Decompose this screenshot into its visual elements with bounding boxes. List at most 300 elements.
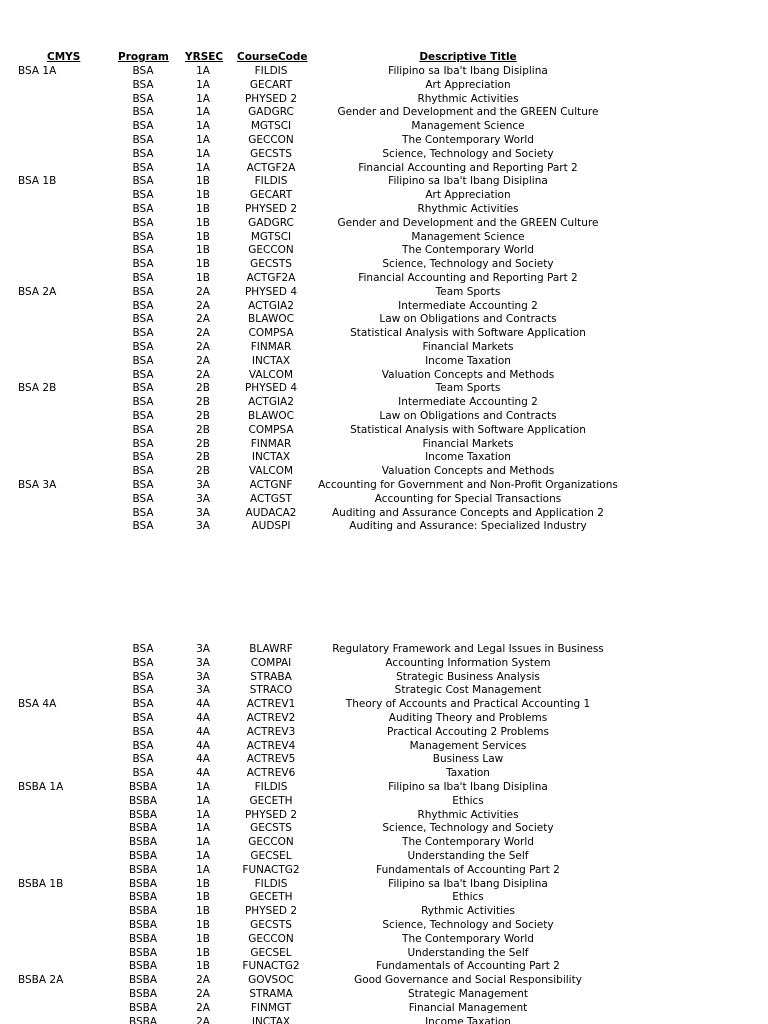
cell-descriptive-title: Filipino sa Iba't Ibang Disiplina (388, 877, 548, 890)
cell-yrsec: 1A (196, 92, 210, 105)
header-descriptive-title: Descriptive Title (419, 51, 517, 63)
cell-course-code: PHYSED 2 (244, 808, 298, 821)
table-row (0, 120, 768, 134)
cell-program: BSA (132, 78, 154, 91)
cell-descriptive-title: Auditing Theory and Problems (388, 711, 548, 724)
cell-program: BSBA (128, 960, 158, 973)
cell-yrsec: 2A (196, 299, 210, 312)
cell-course-code: ACTREV3 (246, 725, 296, 738)
cell-program: BSA (132, 753, 154, 766)
table-row (0, 740, 768, 754)
table-row (0, 106, 768, 120)
cell-descriptive-title: Understanding the Self (407, 946, 529, 959)
cell-yrsec: 2A (196, 368, 210, 381)
cell-yrsec: 1A (196, 120, 210, 133)
cell-descriptive-title: Team Sports (435, 285, 501, 298)
table-row (0, 203, 768, 217)
cell-descriptive-title: Theory of Accounts and Practical Accounting 1 (345, 698, 591, 711)
cell-course-code: GECSEL (250, 946, 292, 959)
cell-descriptive-title: Rythmic Activities (421, 905, 515, 918)
cell-yrsec: 1B (196, 175, 210, 188)
cell-yrsec: 4A (196, 711, 210, 724)
cell-course-code: GECART (249, 78, 293, 91)
cell-yrsec: 1B (196, 960, 210, 973)
cell-cmys: BSBA 1A (18, 780, 64, 793)
cell-yrsec: 3A (196, 670, 210, 683)
cell-descriptive-title: Auditing and Assurance Concepts and Application 2 (332, 506, 604, 519)
cell-course-code: GECETH (249, 794, 293, 807)
cell-course-code: FINMAR (250, 437, 292, 450)
cell-descriptive-title: Financial Markets (422, 437, 514, 450)
cell-yrsec: 1B (196, 216, 210, 229)
cell-yrsec: 2B (196, 423, 210, 436)
cell-yrsec: 2B (196, 465, 210, 478)
table-block-upper (0, 65, 768, 534)
table-row (0, 947, 768, 961)
table-row (0, 974, 768, 988)
cell-descriptive-title: Filipino sa Iba't Ibang Disiplina (388, 175, 548, 188)
cell-yrsec: 1A (196, 836, 210, 849)
cell-course-code: ACTREV4 (246, 739, 296, 752)
cell-course-code: AUDACA2 (245, 506, 297, 519)
cell-course-code: GECSTS (250, 147, 292, 160)
cell-program: BSBA (128, 863, 158, 876)
cell-descriptive-title: Valuation Concepts and Methods (381, 465, 555, 478)
cell-descriptive-title: Science, Technology and Society (382, 918, 554, 931)
cell-course-code: COMPAI (250, 656, 292, 669)
cell-program: BSBA (128, 849, 158, 862)
cell-course-code: GECCON (248, 932, 294, 945)
cell-program: BSA (132, 725, 154, 738)
header-yrsec: YRSEC (185, 51, 224, 63)
cell-course-code: COMPSA (248, 327, 294, 340)
cell-yrsec: 2A (196, 1001, 210, 1014)
cell-course-code: PHYSED 2 (244, 92, 298, 105)
cell-descriptive-title: Financial Accounting and Reporting Part 2 (358, 271, 578, 284)
cell-program: BSA (132, 767, 154, 780)
cell-program: BSA (132, 656, 154, 669)
cell-yrsec: 1A (196, 849, 210, 862)
cell-program: BSA (132, 465, 154, 478)
cell-descriptive-title: Art Appreciation (425, 189, 511, 202)
cell-course-code: GECETH (249, 891, 293, 904)
cell-descriptive-title: Statistical Analysis with Software Application (350, 423, 586, 436)
cell-yrsec: 3A (196, 684, 210, 697)
table-row (0, 507, 768, 521)
cell-course-code: INCTAX (251, 354, 291, 367)
cell-yrsec: 1B (196, 877, 210, 890)
cell-program: BSA (132, 133, 154, 146)
cell-program: BSA (132, 147, 154, 160)
cell-descriptive-title: Management Services (409, 739, 527, 752)
cell-yrsec: 3A (196, 520, 210, 533)
table-row (0, 891, 768, 905)
header-program: Program (118, 51, 169, 63)
cell-descriptive-title: Taxation (446, 767, 490, 780)
cell-yrsec: 2B (196, 437, 210, 450)
table-row (0, 355, 768, 369)
table-row (0, 933, 768, 947)
cell-program: BSA (132, 230, 154, 243)
cell-cmys: BSBA 1B (18, 877, 64, 890)
table-row (0, 684, 768, 698)
cell-yrsec: 2A (196, 354, 210, 367)
cell-program: BSA (132, 684, 154, 697)
table-row (0, 451, 768, 465)
table-row (0, 836, 768, 850)
cell-descriptive-title: Financial Markets (422, 340, 514, 353)
cell-course-code: ACTGF2A (246, 271, 296, 284)
cell-program: BSA (132, 492, 154, 505)
cell-program: BSA (132, 271, 154, 284)
cell-course-code: VALCOM (248, 368, 294, 381)
header-cmys: CMYS (47, 51, 81, 63)
table-row (0, 878, 768, 892)
cell-course-code: STRAMA (249, 987, 293, 1000)
cell-yrsec: 2B (196, 409, 210, 422)
cell-descriptive-title: The Contemporary World (402, 932, 534, 945)
cell-yrsec: 1B (196, 244, 210, 257)
cell-descriptive-title: Science, Technology and Society (382, 258, 554, 271)
table-row (0, 671, 768, 685)
cell-course-code: FILDIS (254, 780, 288, 793)
cell-course-code: ACTREV1 (246, 698, 296, 711)
cell-descriptive-title: Filipino sa Iba't Ibang Disiplina (388, 780, 548, 793)
cell-program: BSA (132, 285, 154, 298)
cell-course-code: FILDIS (254, 65, 288, 77)
cell-program: BSA (132, 106, 154, 119)
cell-program: BSA (132, 368, 154, 381)
cell-descriptive-title: Management Science (411, 230, 525, 243)
cell-course-code: ACTREV2 (246, 711, 296, 724)
cell-program: BSBA (128, 794, 158, 807)
table-row (0, 231, 768, 245)
cell-course-code: GADGRC (248, 216, 294, 229)
cell-yrsec: 4A (196, 767, 210, 780)
table-row (0, 424, 768, 438)
cell-descriptive-title: Understanding the Self (407, 849, 529, 862)
table-row (0, 698, 768, 712)
table-row (0, 65, 768, 79)
cell-descriptive-title: Gender and Development and the GREEN Culture (337, 106, 599, 119)
cell-descriptive-title: Ethics (452, 794, 484, 807)
cell-descriptive-title: Good Governance and Social Responsibility (354, 974, 582, 987)
cell-course-code: GECCON (248, 133, 294, 146)
table-row (0, 1016, 768, 1024)
table-row (0, 382, 768, 396)
table-row (0, 189, 768, 203)
cell-program: BSA (132, 409, 154, 422)
cell-course-code: PHYSED 2 (244, 202, 298, 215)
cell-course-code: FUNACTG2 (242, 960, 300, 973)
cell-course-code: ACTGF2A (246, 161, 296, 174)
table-row (0, 327, 768, 341)
table-row (0, 175, 768, 189)
cell-descriptive-title: Financial Management (408, 1001, 528, 1014)
cell-course-code: GOVSOC (248, 974, 294, 987)
cell-yrsec: 1B (196, 230, 210, 243)
cell-cmys: BSBA 2A (18, 974, 64, 987)
cell-descriptive-title: Income Taxation (425, 1015, 511, 1024)
cell-course-code: COMPSA (248, 423, 294, 436)
cell-program: BSA (132, 258, 154, 271)
table-row (0, 712, 768, 726)
cell-yrsec: 1B (196, 189, 210, 202)
cell-descriptive-title: The Contemporary World (402, 836, 534, 849)
cell-course-code: PHYSED 2 (244, 905, 298, 918)
cell-course-code: STRACO (249, 684, 293, 697)
cell-cmys: BSA 3A (18, 478, 57, 491)
cell-descriptive-title: Rhythmic Activities (417, 202, 519, 215)
table-row (0, 809, 768, 823)
table-row (0, 79, 768, 93)
table-row (0, 258, 768, 272)
cell-program: BSBA (128, 1015, 158, 1024)
cell-yrsec: 1A (196, 78, 210, 91)
table-row (0, 850, 768, 864)
table-row (0, 148, 768, 162)
cell-descriptive-title: Auditing and Assurance: Specialized Industry (349, 520, 587, 533)
cell-cmys: BSA 1A (18, 65, 57, 77)
cell-program: BSA (132, 698, 154, 711)
cell-descriptive-title: Accounting for Special Transactions (374, 492, 562, 505)
cell-descriptive-title: Strategic Management (408, 987, 528, 1000)
cell-yrsec: 1B (196, 932, 210, 945)
cell-cmys: BSA 4A (18, 698, 57, 711)
cell-course-code: GECSTS (250, 822, 292, 835)
cell-course-code: PHYSED 4 (244, 285, 298, 298)
cell-descriptive-title: Valuation Concepts and Methods (381, 368, 555, 381)
cell-yrsec: 3A (196, 506, 210, 519)
table-row (0, 272, 768, 286)
table-row (0, 767, 768, 781)
cell-program: BSBA (128, 836, 158, 849)
cell-yrsec: 1A (196, 133, 210, 146)
cell-course-code: GECSEL (250, 849, 292, 862)
cell-program: BSBA (128, 891, 158, 904)
cell-yrsec: 2B (196, 396, 210, 409)
table-row (0, 162, 768, 176)
table-row (0, 313, 768, 327)
cell-program: BSA (132, 161, 154, 174)
cell-yrsec: 4A (196, 698, 210, 711)
cell-descriptive-title: Gender and Development and the GREEN Culture (337, 216, 599, 229)
cell-course-code: GECSTS (250, 918, 292, 931)
table-row (0, 657, 768, 671)
cell-yrsec: 3A (196, 643, 210, 655)
cell-program: BSA (132, 451, 154, 464)
cell-program: BSA (132, 65, 154, 77)
cell-yrsec: 2A (196, 313, 210, 326)
table-row (0, 864, 768, 878)
table-row (0, 134, 768, 148)
cell-program: BSA (132, 520, 154, 533)
cell-course-code: ACTGIA2 (248, 299, 294, 312)
table-row (0, 905, 768, 919)
cell-program: BSA (132, 120, 154, 133)
cell-descriptive-title: Strategic Business Analysis (396, 670, 540, 683)
table-row (0, 369, 768, 383)
cell-descriptive-title: Intermediate Accounting 2 (398, 299, 538, 312)
cell-descriptive-title: Accounting for Government and Non-Profit Organizations (318, 478, 618, 491)
cell-program: BSBA (128, 946, 158, 959)
table-row (0, 960, 768, 974)
cell-yrsec: 1A (196, 65, 210, 77)
cell-descriptive-title: Statistical Analysis with Software Application (350, 327, 586, 340)
cell-course-code: BLAWOC (248, 409, 294, 422)
table-row (0, 988, 768, 1002)
cell-program: BSA (132, 354, 154, 367)
cell-yrsec: 1A (196, 780, 210, 793)
cell-program: BSBA (128, 918, 158, 931)
table-row (0, 781, 768, 795)
cell-course-code: FINMAR (250, 340, 292, 353)
cell-yrsec: 2A (196, 987, 210, 1000)
table-row (0, 341, 768, 355)
table-row (0, 244, 768, 258)
cell-program: BSA (132, 92, 154, 105)
cell-course-code: STRABA (250, 670, 292, 683)
cell-program: BSA (132, 189, 154, 202)
table-row (0, 93, 768, 107)
cell-program: BSBA (128, 987, 158, 1000)
cell-descriptive-title: Law on Obligations and Contracts (379, 313, 557, 326)
cell-descriptive-title: Income Taxation (425, 354, 511, 367)
cell-descriptive-title: Art Appreciation (425, 78, 511, 91)
cell-program: BSA (132, 396, 154, 409)
cell-yrsec: 1A (196, 794, 210, 807)
table-row (0, 217, 768, 231)
cell-yrsec: 2A (196, 1015, 210, 1024)
cell-yrsec: 1A (196, 106, 210, 119)
cell-course-code: ACTREV6 (246, 767, 296, 780)
table-row (0, 410, 768, 424)
cell-course-code: MGTSCI (250, 120, 292, 133)
cell-course-code: GECSTS (250, 258, 292, 271)
cell-program: BSA (132, 506, 154, 519)
cell-yrsec: 3A (196, 492, 210, 505)
cell-descriptive-title: Business Law (432, 753, 504, 766)
cell-descriptive-title: Fundamentals of Accounting Part 2 (376, 960, 560, 973)
cell-course-code: BLAWRF (249, 643, 293, 655)
cell-course-code: BLAWOC (248, 313, 294, 326)
cell-course-code: FILDIS (254, 175, 288, 188)
cell-descriptive-title: Rhythmic Activities (417, 92, 519, 105)
cell-course-code: FINMGT (250, 1001, 292, 1014)
cell-yrsec: 2A (196, 327, 210, 340)
cell-descriptive-title: Financial Accounting and Reporting Part 2 (358, 161, 578, 174)
cell-yrsec: 2A (196, 340, 210, 353)
cell-course-code: GECCON (248, 244, 294, 257)
cell-yrsec: 4A (196, 725, 210, 738)
cell-program: BSBA (128, 808, 158, 821)
cell-program: BSBA (128, 780, 158, 793)
cell-program: BSA (132, 423, 154, 436)
cell-yrsec: 1B (196, 271, 210, 284)
cell-yrsec: 1B (196, 918, 210, 931)
cell-yrsec: 4A (196, 753, 210, 766)
cell-yrsec: 3A (196, 656, 210, 669)
table-row (0, 1002, 768, 1016)
cell-course-code: ACTGIA2 (248, 396, 294, 409)
cell-program: BSBA (128, 1001, 158, 1014)
table-row (0, 396, 768, 410)
table-row (0, 919, 768, 933)
cell-program: BSA (132, 382, 154, 395)
cell-yrsec: 4A (196, 739, 210, 752)
cell-cmys: BSA 1B (18, 175, 57, 188)
cell-cmys: BSA 2B (18, 382, 57, 395)
table-row (0, 479, 768, 493)
cell-program: BSA (132, 313, 154, 326)
cell-course-code: ACTGNF (249, 478, 293, 491)
table-row (0, 286, 768, 300)
cell-yrsec: 2A (196, 974, 210, 987)
cell-descriptive-title: Ethics (452, 891, 484, 904)
cell-program: BSBA (128, 905, 158, 918)
cell-yrsec: 1A (196, 863, 210, 876)
cell-program: BSA (132, 175, 154, 188)
cell-descriptive-title: Fundamentals of Accounting Part 2 (376, 863, 560, 876)
cell-yrsec: 3A (196, 478, 210, 491)
cell-yrsec: 1A (196, 147, 210, 160)
table-row (0, 753, 768, 767)
table-header (0, 51, 768, 65)
cell-program: BSA (132, 299, 154, 312)
table-block-lower (0, 643, 768, 1024)
cell-program: BSA (132, 202, 154, 215)
cell-course-code: AUDSPI (251, 520, 291, 533)
cell-yrsec: 2B (196, 382, 210, 395)
cell-program: BSA (132, 327, 154, 340)
cell-course-code: GECCON (248, 836, 294, 849)
table-row (0, 465, 768, 479)
cell-course-code: FILDIS (254, 877, 288, 890)
cell-course-code: ACTREV5 (246, 753, 296, 766)
cell-descriptive-title: The Contemporary World (402, 133, 534, 146)
cell-yrsec: 1B (196, 258, 210, 271)
table-row (0, 300, 768, 314)
cell-descriptive-title: Team Sports (435, 382, 501, 395)
cell-program: BSBA (128, 932, 158, 945)
cell-program: BSBA (128, 822, 158, 835)
cell-descriptive-title: Strategic Cost Management (394, 684, 542, 697)
cell-descriptive-title: Practical Accouting 2 Problems (387, 725, 549, 738)
cell-yrsec: 1B (196, 202, 210, 215)
cell-program: BSA (132, 711, 154, 724)
cell-descriptive-title: Law on Obligations and Contracts (379, 409, 557, 422)
cell-descriptive-title: Income Taxation (425, 451, 511, 464)
cell-program: BSA (132, 670, 154, 683)
cell-yrsec: 1B (196, 946, 210, 959)
cell-program: BSA (132, 437, 154, 450)
header-course-code: CourseCode (237, 51, 308, 63)
cell-descriptive-title: Rhythmic Activities (417, 808, 519, 821)
cell-course-code: GADGRC (248, 106, 294, 119)
cell-program: BSA (132, 478, 154, 491)
cell-program: BSA (132, 244, 154, 257)
table-row (0, 822, 768, 836)
cell-descriptive-title: Science, Technology and Society (382, 822, 554, 835)
cell-yrsec: 1B (196, 891, 210, 904)
cell-course-code: INCTAX (251, 451, 291, 464)
table-row (0, 520, 768, 534)
cell-descriptive-title: Science, Technology and Society (382, 147, 554, 160)
cell-descriptive-title: Regulatory Framework and Legal Issues in Business (332, 643, 604, 655)
cell-descriptive-title: Management Science (411, 120, 525, 133)
table-row (0, 493, 768, 507)
cell-descriptive-title: Intermediate Accounting 2 (398, 396, 538, 409)
